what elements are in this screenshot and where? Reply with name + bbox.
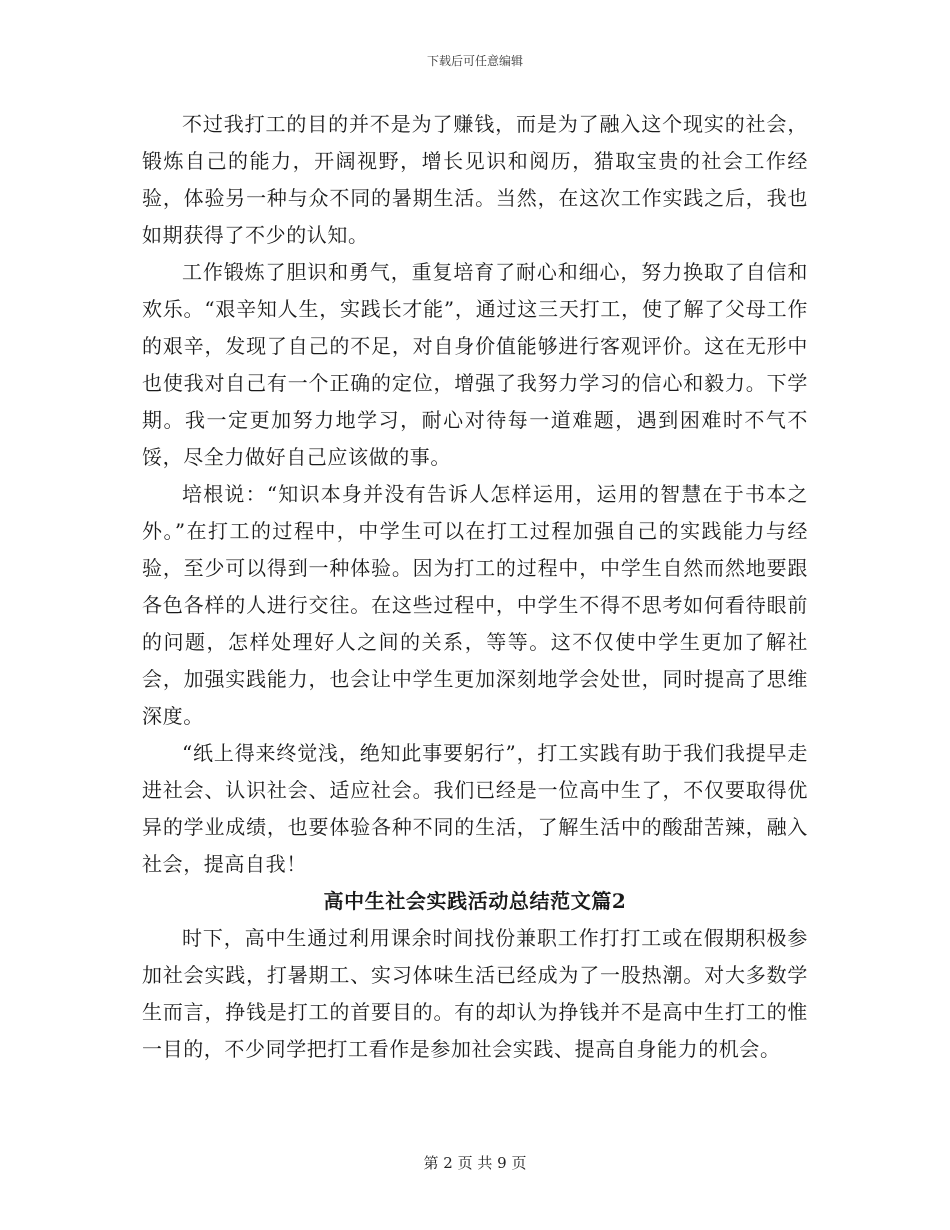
paragraph: 时下，高中生通过利用课余时间找份兼职工作打打工或在假期积极参加社会实践，打暑期工、实习体味生活已经成为了一股热潮。对大多数学生而言，挣钱是打工的首要目的。有的却认为挣钱并不是高中生打工的惟一目的，不少同学把打工看作是参加社会实践、提高自身能力的机会。 xyxy=(142,926,808,1061)
page-number: 第 2 页 共 9 页 xyxy=(423,1154,527,1172)
paragraph: 培根说：“知识本身并没有告诉人怎样运用，运用的智慧在于书本之外。”在打工的过程中，中学生可以在打工过程加强自己的实践能力与经验，至少可以得到一种体验。因为打工的过程中，中学生自然而然地要跟各色各样的人进行交往。在这些过程中，中学生不得不思考如何看待眼前的问题，怎样处理好人之间的关系，等等。这不仅使中学生更加了解社会，加强实践能力，也会让中学生更加深刻地学会处世，同时提高了思维深度。 xyxy=(142,482,808,728)
section-title: 高中生社会实践活动总结范文篇2 xyxy=(323,889,627,913)
paragraph: “纸上得来终觉浅，绝知此事要躬行”，打工实践有助于我们我提早走进社会、认识社会、适应社会。我们已经是一位高中生了，不仅要取得优异的学业成绩，也要体验各种不同的生活，了解生活中的酸甜苦辣，融入社会，提高自我！ xyxy=(142,741,808,876)
header-note: 下载后可任意编辑 xyxy=(426,54,523,68)
paragraph: 不过我打工的目的并不是为了赚钱，而是为了融入这个现实的社会，锻炼自己的能力，开阔视野，增长见识和阅历，猎取宝贵的社会工作经验，体验另一种与众不同的暑期生活。当然，在这次工作实践之后，我也如期获得了不少的认知。 xyxy=(142,112,808,247)
document-body xyxy=(142,106,808,1068)
paragraph: 工作锻炼了胆识和勇气，重复培育了耐心和细心，努力换取了自信和欢乐。“艰辛知人生，实践长才能”，通过这三天打工，使了解了父母工作的艰辛，发现了自己的不足，对自身价值能够进行客观评价。这在无形中也使我对自己有一个正确的定位，增强了我努力学习的信心和毅力。下学期。我一定更加努力地学习，耐心对待每一道难题，遇到困难时不气不馁，尽全力做好自己应该做的事。 xyxy=(142,260,808,469)
